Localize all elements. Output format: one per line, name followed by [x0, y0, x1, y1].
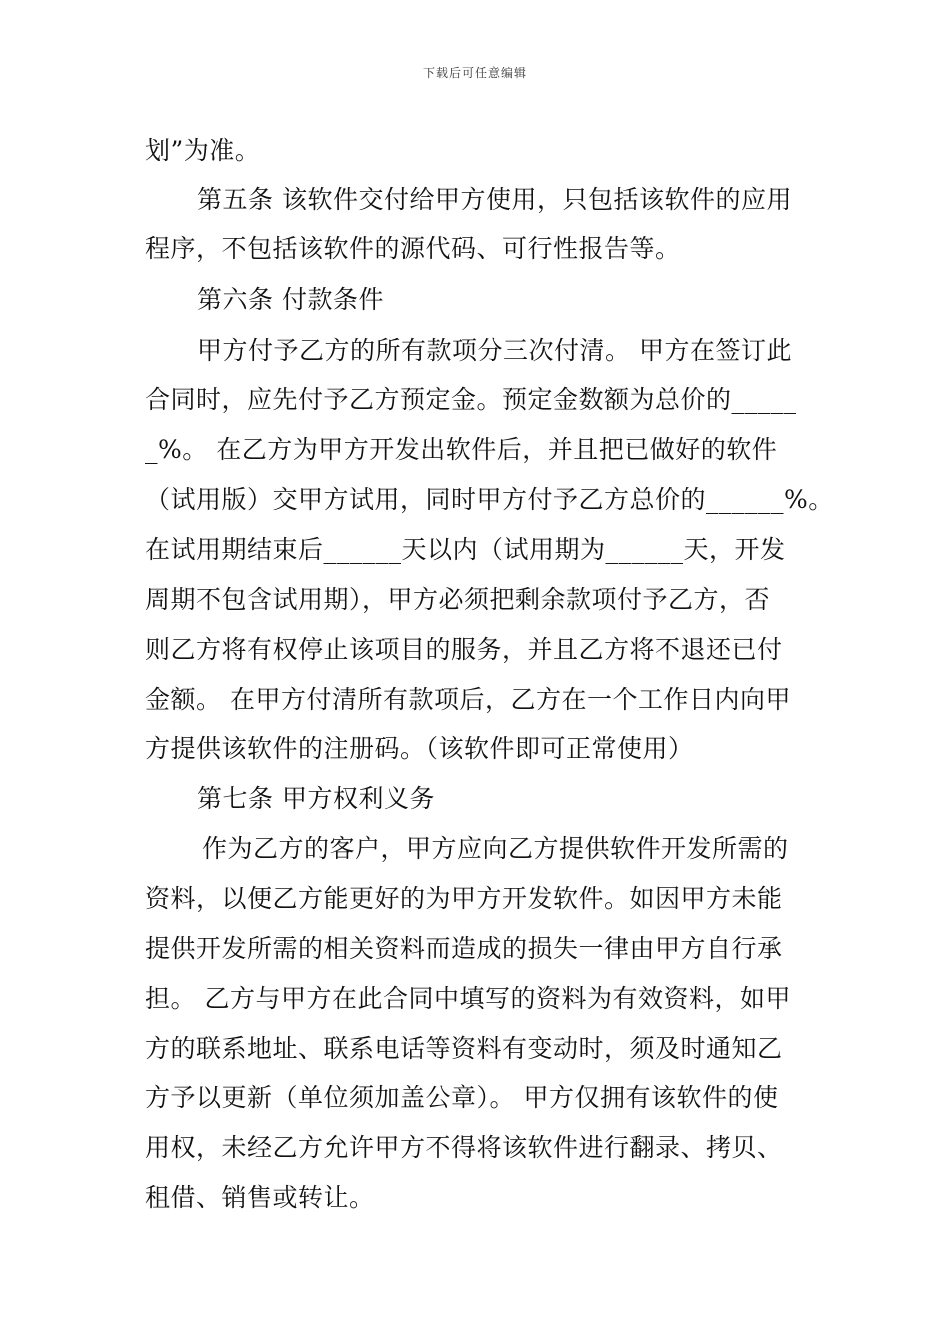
page-header: 下载后可任意编辑: [422, 66, 527, 80]
text-line: 方予以更新（单位须加盖公章）。 甲方仅拥有该软件的使: [145, 1083, 779, 1112]
text-line: 第七条 甲方权利义务: [197, 784, 435, 813]
text-line: 担。 乙方与甲方在此合同中填写的资料为有效资料，如甲: [145, 984, 791, 1013]
text-line: 提供开发所需的相关资料而造成的损失一律由甲方自行承: [145, 934, 783, 963]
text-line: 方的联系地址、联系电话等资料有变动时，须及时通知乙: [145, 1034, 783, 1063]
text-line: 合同时，应先付予乙方预定金。预定金数额为总价的_____: [145, 385, 797, 414]
text-line: 用权，未经乙方允许甲方不得将该软件进行翻录、拷贝、: [145, 1133, 783, 1162]
text-line: 甲方付予乙方的所有款项分三次付清。 甲方在签订此: [197, 336, 792, 365]
text-line: 划”为准。: [145, 136, 261, 165]
text-line: 第六条 付款条件: [197, 285, 384, 314]
text-line: 作为乙方的客户，甲方应向乙方提供软件开发所需的: [202, 834, 789, 863]
text-line: 金额。 在甲方付清所有款项后，乙方在一个工作日内向甲: [145, 685, 791, 714]
text-line: 第五条 该软件交付给甲方使用，只包括该软件的应用: [197, 185, 792, 214]
text-line: 方提供该软件的注册码。（该软件即可正常使用）: [145, 734, 694, 763]
text-line: _%。 在乙方为甲方开发出软件后，并且把已做好的软件: [145, 435, 778, 464]
text-line: 资料，以便乙方能更好的为甲方开发软件。如因甲方未能: [145, 884, 783, 913]
text-line: 租借、销售或转让。: [145, 1183, 375, 1212]
text-line: 则乙方将有权停止该项目的服务，并且乙方将不退还已付: [145, 635, 783, 664]
text-line: 程序，不包括该软件的源代码、可行性报告等。: [145, 234, 681, 263]
text-line: 周期不包含试用期），甲方必须把剩余款项付予乙方，否: [145, 585, 771, 614]
text-line: 在试用期结束后______天以内（试用期为______天，开发: [145, 535, 786, 564]
text-line: （试用版）交甲方试用，同时甲方付予乙方总价的______%。: [145, 485, 834, 514]
